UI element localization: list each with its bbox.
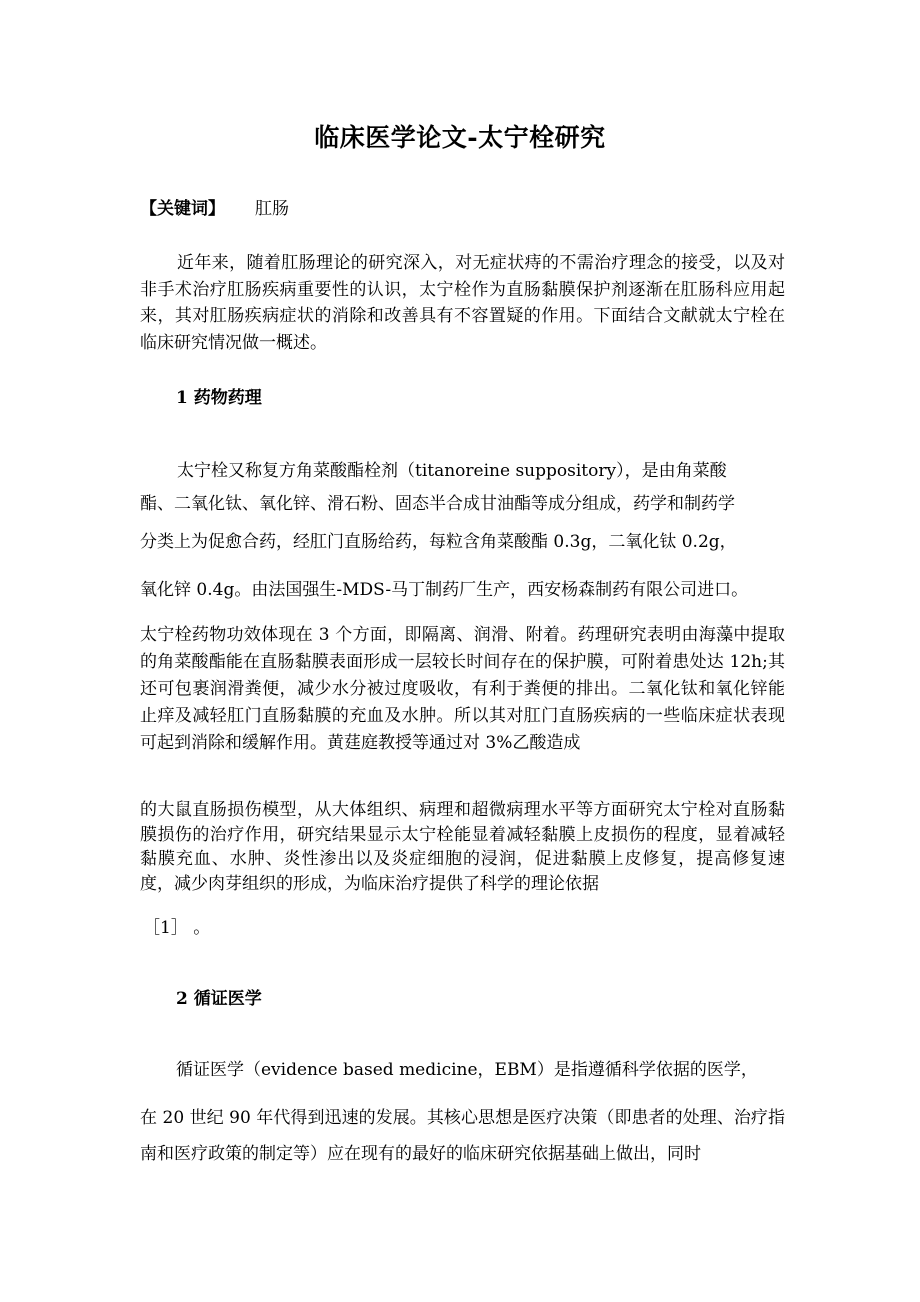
s1-paragraph-3: 的大鼠直肠损伤模型，从大体组织、病理和超微病理水平等方面研究太宁栓对直肠黏膜损伤的治疗作用，研究结果显示太宁栓能显着减轻黏膜上皮损伤的程度，显着减轻黏膜充血、水肿、炎性渗出以及炎症细胞的浸润，促进黏膜上皮修复，提高修复速度，减少肉芽组织的形成，为临床治疗提供了科学的理论依据 [140,800,785,894]
section1-heading: 1 药物药理 [176,388,262,408]
section2-heading: 2 循证医学 [176,989,262,1009]
s1-reference: ［1］ 。 [143,918,211,938]
s1-line-2: 酯、二氧化钛、氧化锌、滑石粉、固态半合成甘油酯等成分组成，药学和制药学 [140,494,735,514]
s1-paragraph-2: 太宁栓药物功效体现在 3 个方面，即隔离、润滑、附着。药理研究表明由海藻中提取的角菜酸酯能在直肠黏膜表面形成一层较长时间存在的保护膜，可附着患处达 12h;其还可包裹润滑粪便，减少水分被过度吸收，有利于粪便的排出。二氧化钛和氧化锌能止痒及减轻肛门直肠黏膜的充血及水肿。所以其对肛门直肠疾病的一些临床症状表现可起到消除和缓解作用。黄莛庭教授等通过对 3%乙酸造成 [140,625,785,753]
keywords-row [140,194,289,219]
s1-line-1: 太宁栓又称复方角菜酸酯栓剂（titanoreine suppository），是由角菜酸 [177,461,727,481]
s1-line-3: 分类上为促愈合药，经肛门直肠给药，每粒含角菜酸酯 0.3g，二氧化钛 0.2g， [140,532,737,552]
s1-line-4: 氧化锌 0.4g。由法国强生-MDS-马丁制药厂生产，西安杨森制药有限公司进口。 [140,580,749,600]
keywords-label: 【关键词】 [140,199,225,219]
s2-line-1: 循证医学（evidence based medicine，EBM）是指遵循科学依据的医学， [176,1060,758,1080]
keywords-value: 肛肠 [255,199,289,219]
document-title: 临床医学论文-太宁栓研究 [314,123,606,152]
intro-paragraph: 近年来，随着肛肠理论的研究深入，对无症状痔的不需治疗理念的接受，以及对非手术治疗肛肠疾病重要性的认识，太宁栓作为直肠黏膜保护剂逐渐在肛肠科应用起来，其对肛肠疾病症状的消除和改善具有不容置疑的作用。下面结合文献就太宁栓在临床研究情况做一概述。 [140,253,785,353]
s2-paragraph: 在 20 世纪 90 年代得到迅速的发展。其核心思想是医疗决策（即患者的处理、治疗指南和医疗政策的制定等）应在现有的最好的临床研究依据基础上做出，同时 [140,1108,785,1164]
